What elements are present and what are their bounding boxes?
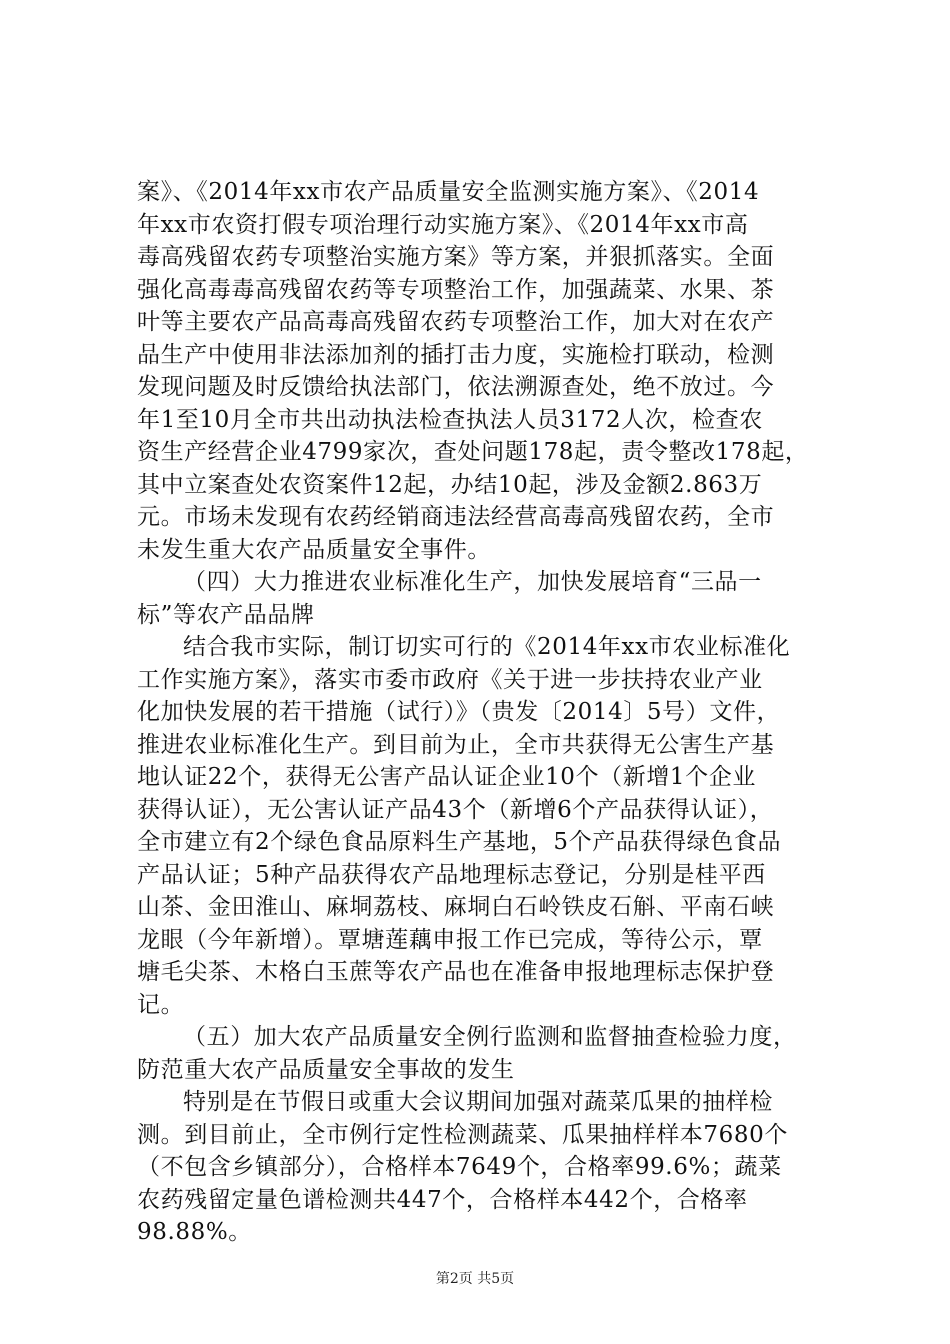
text-line: 年xx市农资打假专项治理行动实施方案》、《2014年xx市高: [137, 211, 749, 238]
text-line: 案》、《2014年xx市农产品质量安全监测实施方案》、《2014: [137, 179, 760, 205]
text-line: 农药残留定量色谱检测共447个，合格样本442个，合格率: [137, 1186, 748, 1213]
text-line: 其中立案查处农资案件12起，办结10起，涉及金额2.863万: [137, 471, 763, 498]
text-line: 品生产中使用非法添加剂的插打击力度，实施检打联动，检测: [137, 341, 775, 368]
section-heading-line: 防范重大农产品质量安全事故的发生: [137, 1056, 515, 1083]
text-line: 未发生重大农产品质量安全事件。: [137, 536, 491, 563]
text-line: 地认证22个，获得无公害产品认证企业10个（新增1个企业: [137, 764, 756, 790]
section-heading-line: （四）大力推进农业标准化生产，加快发展培育“三品一: [183, 569, 762, 595]
text-line: 记。: [137, 991, 185, 1018]
text-line: 98.88%。: [137, 1219, 252, 1245]
text-line: 塘毛尖茶、木格白玉蔗等农产品也在准备申报地理标志保护登: [137, 959, 775, 985]
text-line: 年1至10月全市共出动执法检查执法人员3172人次，检查农: [137, 406, 763, 433]
text-line: 毒高残留农药专项整治实施方案》等方案，并狠抓落实。全面: [137, 244, 775, 270]
text-line: 全市建立有2个绿色食品原料生产基地，5个产品获得绿色食品: [137, 829, 782, 855]
document-body: [137, 176, 827, 1249]
text-line: 强化高毒毒高残留农药等专项整治工作，加强蔬菜、水果、茶: [137, 276, 775, 303]
text-line: 特别是在节假日或重大会议期间加强对蔬菜瓜果的抽样检: [183, 1089, 773, 1115]
text-line: 龙眼（今年新增）。覃塘莲藕申报工作已完成，等待公示，覃: [137, 926, 763, 953]
section-heading-line: （五）加大农产品质量安全例行监测和监督抽查检验力度，: [183, 1024, 797, 1050]
text-line: 叶等主要农产品高毒高残留农药专项整治工作，加大对在农产: [137, 309, 775, 335]
text-line: 推进农业标准化生产。到目前为止，全市共获得无公害生产基: [137, 731, 775, 758]
page-number-footer: 第2页 共5页: [435, 1271, 515, 1287]
text-line: 结合我市实际，制订切实可行的《2014年xx市农业标准化: [183, 634, 791, 660]
section-heading-line: 标”等农产品品牌: [137, 601, 315, 628]
text-line: （不包含乡镇部分），合格样本7649个，合格率99.6%；蔬菜: [137, 1154, 782, 1180]
text-line: 工作实施方案》，落实市委市政府《关于进一步扶持农业产业: [137, 666, 763, 693]
text-line: 山茶、金田淮山、麻垌荔枝、麻垌白石岭铁皮石斛、平南石峡: [137, 894, 775, 920]
text-line: 获得认证），无公害认证产品43个（新增6个产品获得认证），: [137, 796, 774, 823]
text-line: 产品认证；5种产品获得农产品地理标志登记，分别是桂平西: [137, 861, 766, 888]
text-line: 资生产经营企业4799家次，查处问题178起，责令整改178起，: [137, 439, 809, 465]
text-line: 元。市场未发现有农药经销商违法经营高毒高残留农药，全市: [137, 504, 775, 530]
text-line: 化加快发展的若干措施（试行）》（贵发〔2014〕5号）文件，: [137, 699, 781, 725]
text-line: 测。到目前止，全市例行定性检测蔬菜、瓜果抽样样本7680个: [137, 1121, 788, 1148]
text-line: 发现问题及时反馈给执法部门，依法溯源查处，绝不放过。今: [137, 374, 775, 400]
